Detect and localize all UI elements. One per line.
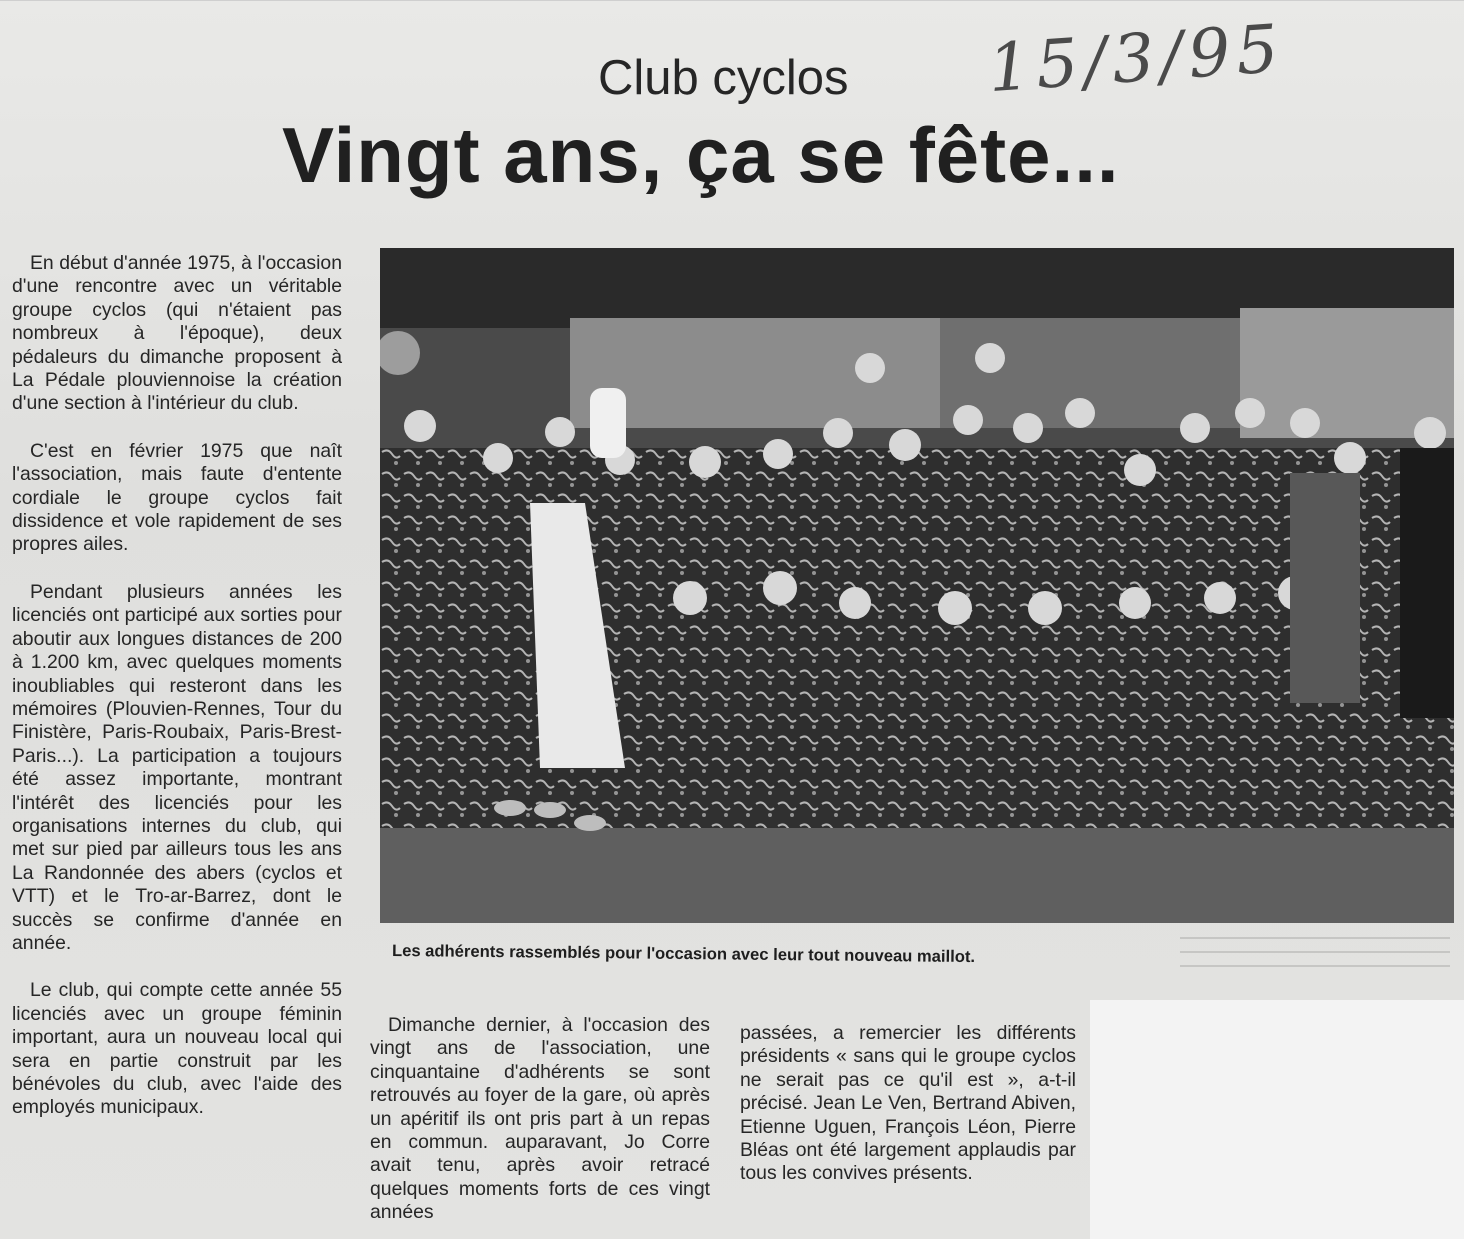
article-kicker: Club cyclos: [598, 51, 849, 105]
handwritten-date: 15/3/95: [985, 9, 1287, 108]
text-column-left: [12, 252, 342, 1144]
text-column-middle: [370, 1014, 710, 1239]
photo-caption: Les adhérents rassemblés pour l'occasion avec leur tout nouveau maillot.: [391, 940, 976, 967]
group-photo-illustration: [380, 248, 1454, 923]
article-paragraph: Dimanche dernier, à l'occasion des vingt ans de l'association, une cinquantaine d'adhérents se sont retrouvés au foyer de la gare, où après un apéritif ils ont pris part à un repas en commun. auparavant, Jo Corre avait tenu, après avoir retracé quelques moments forts de ces vingt années: [370, 1014, 710, 1224]
article-paragraph: Pendant plusieurs années les licenciés ont participé aux sorties pour aboutir aux longues distances de 200 à 1.200 km, avec quelques moments inoubliables qui resteront dans les mémoires (Plouvien-Rennes, Tour du Finistère, Paris-Roubaix, Paris-Brest-Paris...). La participation a toujours été assez importante, montrant l'intérêt des licenciés pour les organisations internes du club, qui met sur pied par ailleurs tous les ans La Randonnée des abers (cyclos et VTT) et le Tro-ar-Barrez, dont le succès se confirme d'année en année.: [12, 580, 342, 954]
article-paragraph: passées, a remercier les différents présidents « sans qui le groupe cyclos ne serait pas ce qu'il est », a-t-il précisé. Jean Le Ven, Bertrand Abiven, Etienne Uguen, François Léon, Pierre Bléas ont été largement applaudis par tous les convives présents.: [740, 1022, 1076, 1185]
article-paragraph: Le club, qui compte cette année 55 licenciés avec un groupe féminin important, aura un nouveau local qui sera en partie construit par les bénévoles du club, avec l'aide des employés municipaux.: [12, 979, 342, 1119]
clipping-edge: [0, 0, 1464, 11]
article-paragraph: C'est en février 1975 que naît l'association, mais faute d'entente cordiale le groupe cyclos fait dissidence et vole rapidement de ses propres ailes.: [12, 439, 342, 556]
blank-paper-corner: [1090, 1000, 1464, 1239]
text-column-right: [740, 1022, 1076, 1210]
group-photo: [380, 248, 1454, 923]
article-headline: Vingt ans, ça se fête...: [282, 111, 1120, 199]
bleed-through-text: [1180, 925, 1450, 1005]
article-paragraph: En début d'année 1975, à l'occasion d'une rencontre avec un véritable groupe cyclos (qui n'étaient pas nombreux à l'époque), deux pédaleurs du dimanche proposent à La Pédale plouviennoise la création d'une section à l'intérieur du club.: [12, 252, 342, 415]
